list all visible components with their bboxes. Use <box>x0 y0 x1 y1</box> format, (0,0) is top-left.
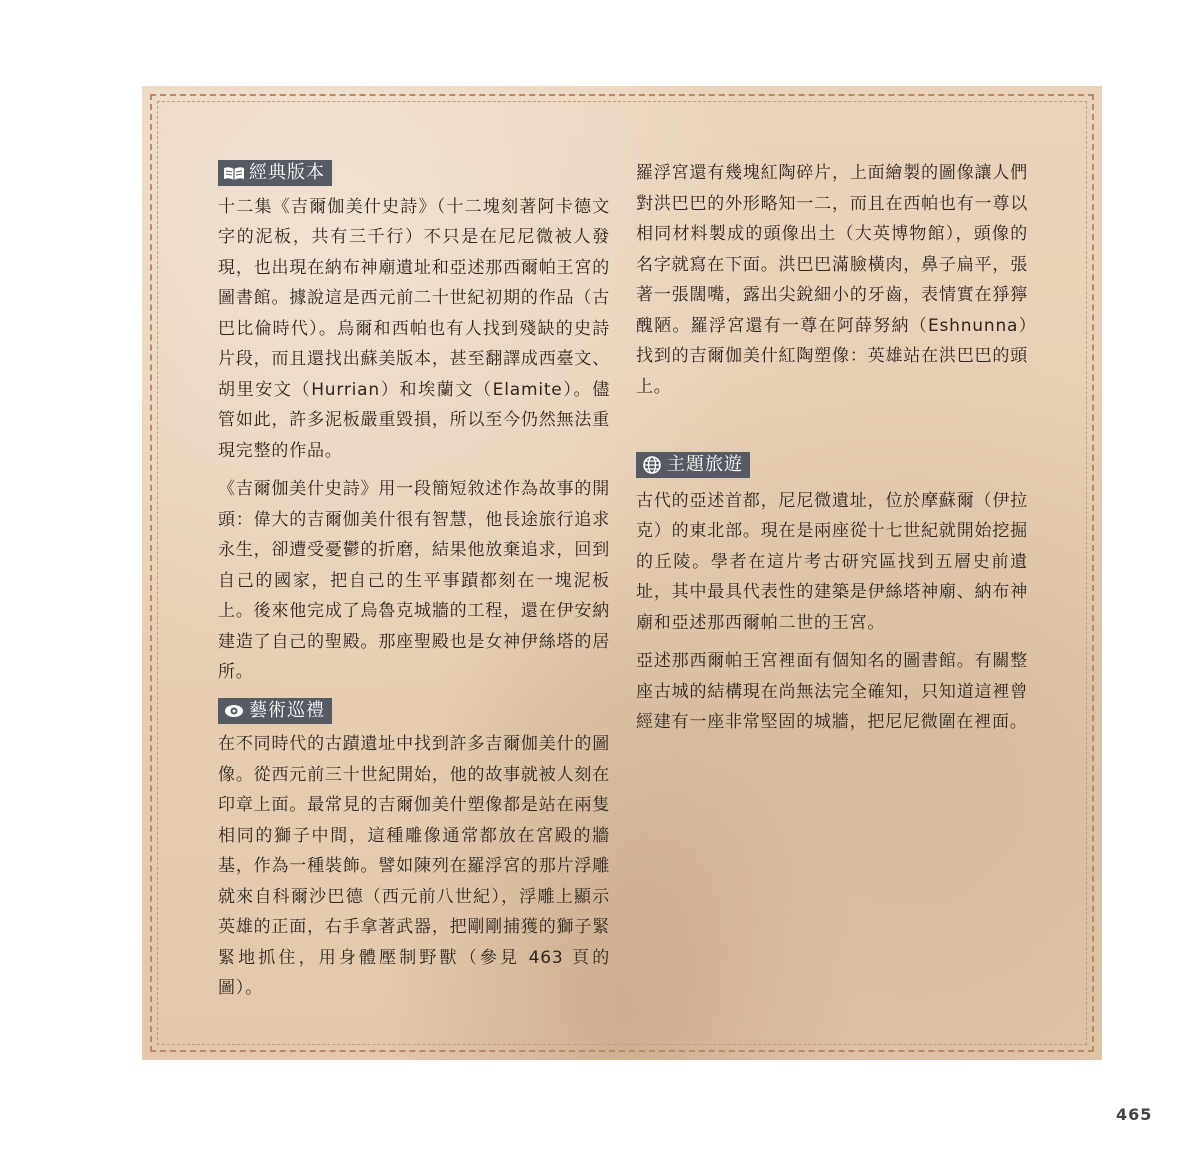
heading-theme-travel <box>636 452 750 478</box>
section-spacer <box>636 410 1028 450</box>
heading-art-label: 藝術巡禮 <box>249 699 325 721</box>
right-column <box>636 158 1028 746</box>
classic-paragraph-1: 十二集《吉爾伽美什史詩》（十二塊刻著阿卡德文字的泥板，共有三千行）不只是在尼尼微被人發現，也出現在納布神廟遺址和亞述那西爾帕王宮的圖書館。據說這是西元前二十世紀初期的作品（古巴比倫時代）。烏爾和西帕也有人找到殘缺的史詩片段，而且還找出蘇美版本，甚至翻譯成西臺文、胡里安文（Hurrian）和埃蘭文（Elamite）。儘管如此，許多泥板嚴重毀損，所以至今仍然無法重現完整的作品。 <box>218 196 610 461</box>
heading-classic-version <box>218 160 332 186</box>
eye-icon <box>223 702 245 720</box>
art-paragraph-1: 在不同時代的古蹟遺址中找到許多吉爾伽美什的圖像。從西元前三十世紀開始，他的故事就被人刻在印章上面。最常見的吉爾伽美什塑像都是站在兩隻相同的獅子中間，這種雕像通常都放在宮殿的牆基，作為一種裝飾。譬如陳列在羅浮宮的那片浮雕就來自科爾沙巴德（西元前八世紀），浮雕上顯示英雄的正面，右手拿著武器，把剛剛捕獲的獅子緊緊地抓住，用身體壓制野獸（參見 463 頁的圖）。 <box>218 734 610 998</box>
heading-art-tour <box>218 698 332 724</box>
travel-paragraph-1: 古代的亞述首都，尼尼微遺址，位於摩蘇爾（伊拉克）的東北部。現在是兩座從十七世紀就開始挖掘的丘陵。學者在這片考古研究區找到五層史前遺址，其中最具代表性的建築是伊絲塔神廟、納布神廟和亞述那西爾帕二世的王宮。 <box>636 490 1028 633</box>
page-number: 465 <box>1116 1105 1153 1124</box>
left-column <box>218 158 610 1012</box>
heading-classic-label: 經典版本 <box>249 162 325 183</box>
art-continued-paragraph: 羅浮宮還有幾塊紅陶碎片，上面繪製的圖像讓人們對洪巴巴的外形略知一二，而且在西帕也有一尊以相同材料製成的頭像出土（大英博物館），頭像的名字就寫在下面。洪巴巴滿臉橫肉，鼻子扁平，張著一張闊嘴，露出尖銳細小的牙齒，表情實在猙獰醜陋。羅浮宮還有一尊在阿薛努納（Eshnunna）找到的吉爾伽美什紅陶塑像：英雄站在洪巴巴的頭上。 <box>636 163 1028 397</box>
book-icon <box>223 164 245 182</box>
parchment-panel <box>142 86 1102 1060</box>
globe-icon <box>641 456 663 474</box>
heading-travel-label: 主題旅遊 <box>667 454 743 475</box>
classic-paragraph-2: 《吉爾伽美什史詩》用一段簡短敘述作為故事的開頭：偉大的吉爾伽美什很有智慧，他長途旅行追求永生，卻遭受憂鬱的折磨，結果他放棄追求，回到自己的國家，把自己的生平事蹟都刻在一塊泥板上。後來他完成了烏魯克城牆的工程，還在伊安納建造了自己的聖殿。那座聖殿也是女神伊絲塔的居所。 <box>218 479 610 682</box>
travel-paragraph-2: 亞述那西爾帕王宮裡面有個知名的圖書館。有關整座古城的結構現在尚無法完全確知，只知道這裡曾經建有一座非常堅固的城牆，把尼尼微圍在裡面。 <box>636 651 1028 732</box>
